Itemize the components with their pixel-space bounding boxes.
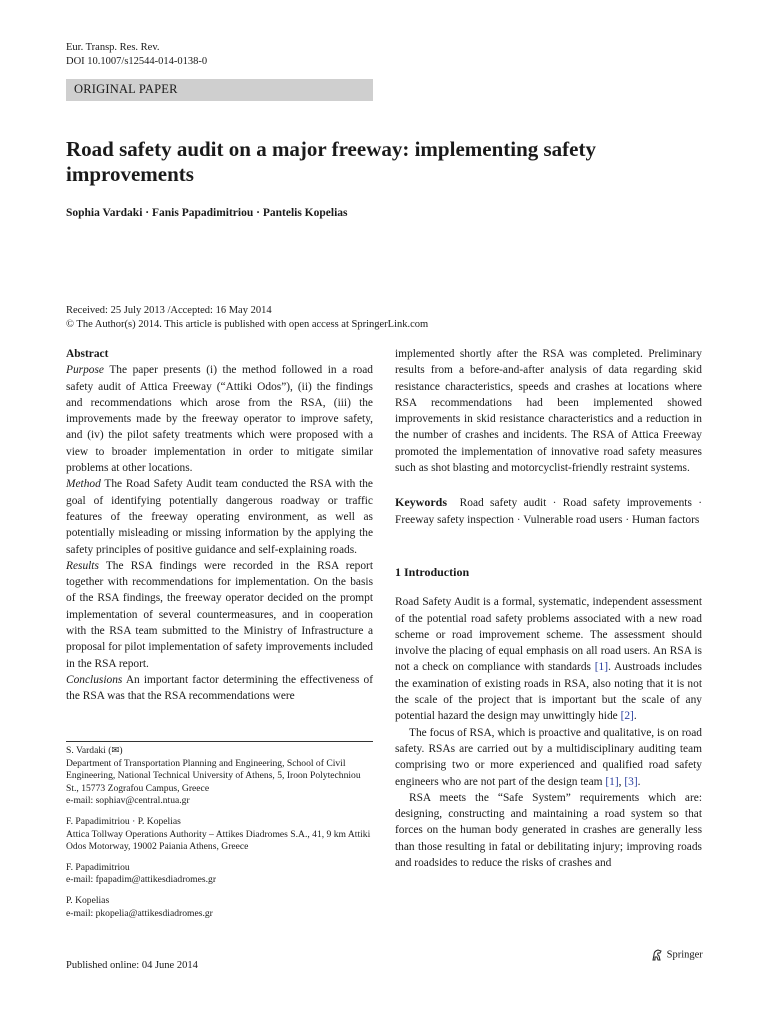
abstract-purpose	[66, 362, 373, 476]
received-accepted: Received: 25 July 2013 /Accepted: 16 May 2014	[66, 305, 272, 316]
intro-text: ,	[618, 775, 625, 788]
affiliation-divider	[66, 741, 373, 742]
keywords-label: Keywords	[395, 495, 447, 510]
abstract-method	[66, 476, 373, 557]
author-names: F. Papadimitriou · P. Kopelias	[66, 815, 181, 827]
right-column	[395, 346, 702, 871]
publisher-name: Springer	[666, 949, 703, 961]
authors: Sophia Vardaki · Fanis Papadimitriou · Pantelis Kopelias	[66, 207, 348, 219]
citation-link[interactable]: [1]	[605, 775, 619, 788]
author-name: F. Papadimitriou	[66, 861, 130, 873]
method-text: The Road Safety Audit team conducted the RSA with the goal of identifying potentially dangerous roadway or traffic features of the freeway operating environment, as well as potentially misleading or missing information by the applying the safety principles of positive guidance and self-explaining roads.	[66, 478, 373, 556]
keywords	[395, 494, 702, 528]
affiliation-vardaki	[66, 745, 373, 808]
results-label: Results	[66, 559, 99, 572]
affiliation-kopelias	[66, 895, 373, 920]
affiliation-papadimitriou	[66, 862, 373, 887]
citation-link[interactable]: [3]	[624, 775, 638, 788]
citation-link[interactable]: [2]	[620, 710, 634, 723]
intro-paragraph-2	[395, 725, 702, 790]
citation-link[interactable]: [1]	[594, 661, 609, 674]
publisher-logo	[650, 948, 703, 962]
journal-header	[66, 41, 207, 69]
section-heading-introduction: 1 Introduction	[395, 564, 470, 579]
copyright-text: The Author(s) 2014. This article is published with open access at SpringerLink.com	[76, 319, 429, 330]
purpose-label: Purpose	[66, 364, 104, 377]
doi[interactable]: DOI 10.1007/s12544-014-0138-0	[66, 56, 208, 67]
abstract-continued: implemented shortly after the RSA was completed. Preliminary results from a before-and-after analysis of data regarding skid resistance characteristics, speeds and crashes at locations where RSA recommendations had been implemented showed improvements in skid resistance characteristics and a reduction in the number of crashes and incidents. The RSA of Attica Freeway promoted the implementation of innovative road safety measures such as shot blasting and motorcyclist-friendly restraint systems.	[395, 348, 702, 475]
published-online: Published online: 04 June 2014	[66, 960, 198, 971]
abstract-results	[66, 558, 373, 672]
intro-text: The focus of RSA, which is proactive and qualitative, is on road safety. RSAs are carried out by a multidisciplinary auditing team comprising two or more experienced and qualified road safety engineers who are not part of the design team	[395, 726, 702, 788]
affiliations	[66, 745, 373, 928]
conclusions-label: Conclusions	[66, 673, 123, 686]
author-name: S. Vardaki (✉)	[66, 745, 123, 756]
conclusions-text: An important factor determining the effectiveness of the RSA was that the RSA recommendations were	[66, 673, 374, 703]
intro-text: .	[637, 775, 641, 788]
intro-paragraph-1	[395, 594, 702, 724]
springer-horse-icon	[650, 948, 664, 962]
intro-paragraph-3: RSA meets the “Safe System” requirements which are: designing, constructing and maintaining a road system so that forces on the human body generated in crashes are generally less than those resulting in fatal or debilitating injury; improving roads and roadsides to reduce the risks of crashes and	[395, 791, 702, 870]
keywords-text: Road safety audit · Road safety improvements · Freeway safety inspection · Vulnerable road users · Human factors	[395, 497, 702, 526]
author-email[interactable]: e-mail: pkopelia@attikesdiadromes.gr	[66, 907, 213, 919]
affiliation-address: Department of Transportation Planning and Engineering, School of Civil Engineering, National Technical University of Athens, 5, Iroon Polytechniou St., 15773 Zografou Campus, Greece	[66, 757, 361, 794]
abstract-conclusions	[66, 672, 373, 705]
paper-type: ORIGINAL PAPER	[74, 82, 178, 96]
author-name: P. Kopelias	[66, 894, 110, 906]
copyright-icon: ©	[66, 319, 77, 330]
intro-text: Road Safety Audit is a formal, systematic, independent assessment of the potential road safety problems associated with a new road scheme or road improvement scheme. The assessment should involve the placing of equal emphasis on all road users. An RSA is not a check on compliance with standards	[395, 596, 702, 674]
paper-type-band	[66, 79, 373, 101]
author-email[interactable]: e-mail: fpapadim@attikesdiadromes.gr	[66, 874, 217, 886]
abstract-heading: Abstract	[66, 348, 109, 360]
author-email[interactable]: e-mail: sophiav@central.ntua.gr	[66, 795, 190, 807]
affiliation-attica	[66, 816, 373, 854]
affiliation-address: Attica Tollway Operations Authority – Attikes Diadromes S.A., 41, 9 km Attiki Odos Motorway, 19002 Paiania Athens, Greece	[66, 828, 371, 853]
intro-text: .	[633, 710, 637, 723]
abstract-column	[66, 346, 373, 705]
copyright-line	[66, 318, 428, 332]
results-text: The RSA findings were recorded in the RSA report together with recommendations for implementation. On the basis of the RSA findings, the freeway operator decided on the prompt implementation of several countermeasures, and in cooperation with the RSA team submitted to the Ministry of Infrastructure a proposal for pilot implementation of safety improvements included in the RSA report.	[66, 559, 373, 670]
dates-block	[66, 304, 428, 332]
intro-text: . Austroads includes the examination of existing roads in RSA, also noting that it is not the scale of the project that is important but the scale of any potential hazard the design may unwittingly hide	[395, 661, 702, 723]
method-label: Method	[66, 478, 101, 491]
purpose-text: The paper presents (i) the method followed in a road safety audit of Attica Freeway (“Attiki Odos”), (ii) the findings and recommendations which arose from the RSA, (iii) the improvements made by the freeway operator to improve safety, and (iv) the pilot safety treatments which were proposed with a view to broader implementation in order to mitigate similar problems at other locations.	[66, 364, 373, 475]
paper-title: Road safety audit on a major freeway: implementing safety improvements	[66, 137, 596, 186]
journal-name: Eur. Transp. Res. Rev.	[66, 42, 160, 53]
